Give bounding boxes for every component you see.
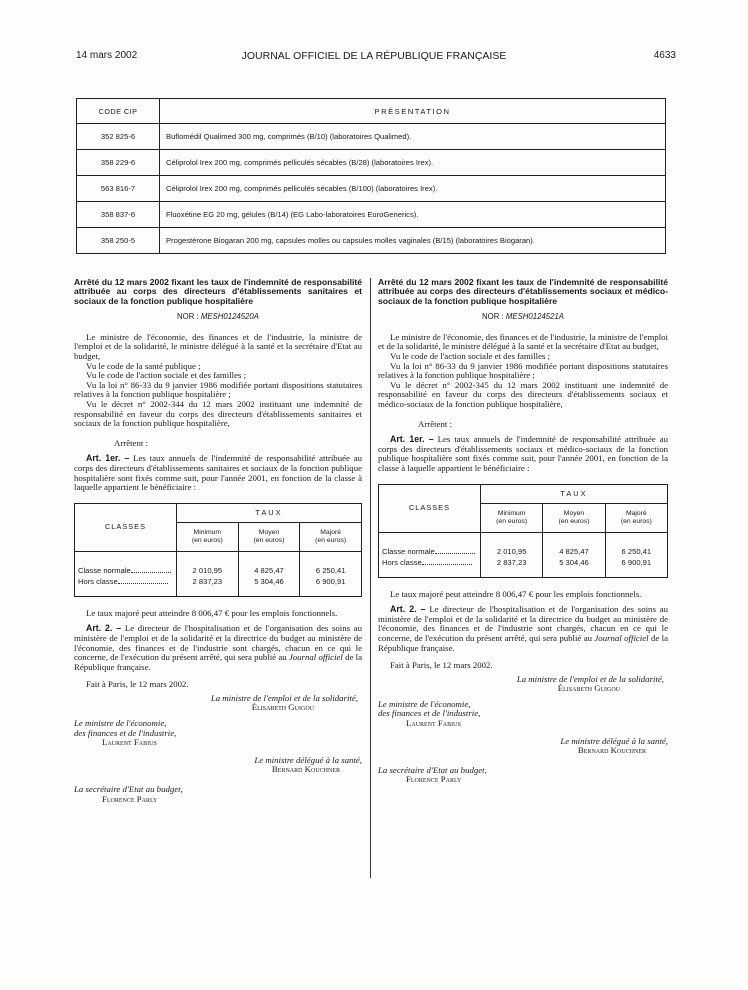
decree-title: Arrêté du 12 mars 2002 fixant les taux de l'indemnité de responsabilité attribuée au corps des directeurs d'établissements sociaux et médico-sociaux de la fonction publique hospitalière	[378, 277, 668, 306]
nor-label: NOR :	[177, 312, 199, 322]
signatory-role: Le ministre de l'économie,	[378, 698, 471, 709]
rates-col-classes: CLASSES	[75, 503, 177, 551]
rate-class-label: Classe normale	[75, 551, 177, 577]
article-2: Art. 2. – Le directeur de l'hospitalisation et de l'organisation des soins au ministère de l'emploi et de la solidarité et la directrice du budget au ministère de l'économie, des finances et de l'industrie sont chargés, chacun en ce qui le concerne, de l'exécution du présent arrêté, qui sera publié au Journal officiel de la République française.	[378, 604, 669, 653]
rate-maj: 6 250,41	[605, 532, 667, 558]
signatory-role: Le ministre délégué à la santé,	[254, 754, 362, 765]
rate-class-label: Classe normale	[379, 532, 481, 558]
rate-min: 2 837,23	[177, 577, 239, 597]
cip-table-header	[77, 99, 666, 124]
signature-block	[74, 719, 362, 748]
right-decree	[378, 278, 668, 785]
rate-maj: 6 250,41	[300, 551, 362, 577]
cip-presentation: Progestérone Biogaran 200 mg, capsules molles ou capsules molles vaginales (B/15) (laboratoires Biogaran).	[160, 228, 666, 254]
signatory-role: La secrétaire d'Etat au budget,	[74, 784, 183, 795]
signatory-name: Bernard Kouchner	[271, 764, 340, 775]
signatory-name: Florence Parly	[406, 774, 462, 785]
signatory-name: Laurent Fabius	[102, 737, 157, 748]
table-row	[379, 558, 668, 578]
cip-col-presentation: PRÉSENTATION	[160, 99, 666, 124]
visa-line: Vu le code de l'action sociale et des familles ;	[86, 370, 247, 381]
signature-block	[74, 756, 362, 775]
rate-class-label: Hors classe	[75, 577, 177, 597]
table-row	[77, 228, 666, 254]
cip-code: 352 825-6	[77, 124, 160, 150]
arretent: Arrêtent :	[114, 437, 148, 448]
signature-block	[378, 766, 668, 785]
note-paragraph: Le taux majoré peut atteindre 8 006,47 € pour les emplois fonctionnels.	[86, 607, 338, 618]
table-row	[77, 202, 666, 228]
header-journal-title: JOURNAL OFFICIEL DE LA RÉPUBLIQUE FRANÇAISE	[241, 50, 507, 62]
visa-line: Vu le code de la santé publique ;	[86, 360, 201, 371]
rates-col-moyen: Moyen (en euros)	[238, 522, 300, 551]
rate-moy: 4 825,47	[543, 532, 605, 558]
rate-maj: 6 900,91	[300, 577, 362, 597]
cip-code: 358 837-6	[77, 202, 160, 228]
nor-reference	[378, 312, 668, 322]
cip-presentation: Fluoxétine EG 20 mg, gélules (B/14) (EG Labo-laboratoires EuroGenerics).	[160, 202, 666, 228]
signatory-role: des finances et de l'industrie,	[74, 727, 177, 738]
article-text: Les taux annuels de l'indemnité de responsabilité attribuée au corps des directeurs d'établissements sanitaires et sociaux de la fonction publique hospitalière sont fixés comme suit, pour l'année 2001, en fonction de la classe à laquelle appartient le bénéficiaire :	[74, 453, 363, 493]
cip-presentation: Céliprolol Irex 200 mg, comprimés pelliculés sécables (B/28) (laboratoires Irex).	[160, 150, 666, 176]
cip-code: 358 250-5	[77, 228, 160, 254]
signatory-role: Le ministre de l'économie,	[74, 718, 167, 729]
visa-line: Vu le décret n° 2002-345 du 12 mars 2002 instituant une indemnité de responsabilité en faveur du corps des directeurs d'établissements sociaux et médico-sociaux de la fonction publique hospitalière,	[378, 379, 668, 409]
cip-presentation: Céliprolol Irex 200 mg, comprimés pelliculés sécables (B/100) (laboratoires Irex).	[160, 176, 666, 202]
signature-block	[378, 700, 668, 729]
header-page-number: 4633	[653, 50, 676, 61]
fait-a-paris: Fait à Paris, le 12 mars 2002.	[86, 679, 189, 690]
fait-a-paris: Fait à Paris, le 12 mars 2002.	[390, 660, 493, 671]
table-row	[77, 150, 666, 176]
header-date: 14 mars 2002	[76, 50, 138, 61]
signatory-name: Élisabeth Guigou	[251, 702, 314, 713]
rates-col-majore: Majoré (en euros)	[605, 503, 667, 532]
article-label: Art. 2. –	[390, 604, 426, 615]
left-decree	[74, 278, 362, 804]
rate-maj: 6 900,91	[605, 558, 667, 578]
rates-col-taux: TAUX	[481, 484, 668, 503]
article-1	[74, 454, 362, 492]
column-divider	[370, 278, 371, 878]
signatory-role: La ministre de l'emploi et de la solidarité,	[210, 692, 358, 703]
signatory-role: Le ministre délégué à la santé,	[560, 735, 668, 746]
table-row	[77, 124, 666, 150]
cip-code: 563 816-7	[77, 176, 160, 202]
article-2: Art. 2. – Le directeur de l'hospitalisation et de l'organisation des soins au ministère de l'emploi et de la solidarité et la directrice du budget au ministère de l'économie, des finances et de l'industrie sont chargés, chacun en ce qui le concerne, de l'exécution du présent arrêté, qui sera publié au Journal officiel de la République française.	[74, 623, 363, 672]
rate-min: 2 010,95	[481, 532, 543, 558]
rates-col-taux: TAUX	[177, 503, 362, 522]
rate-moy: 4 825,47	[238, 551, 300, 577]
article-text: Les taux annuels de l'indemnité de responsabilité attribuée au corps des directeurs d'établissements sociaux et médico-sociaux de la fonction publique hospitalière sont fixés comme suit, pour l'année 2001, en fonction de la classe à laquelle appartient le bénéficiaire :	[378, 434, 668, 473]
signature-block	[378, 675, 668, 694]
cip-code: 358 229-6	[77, 150, 160, 176]
nor-reference	[74, 312, 362, 322]
rates-table	[378, 484, 668, 578]
signatory-role: La secrétaire d'Etat au budget,	[378, 764, 487, 775]
rate-min: 2 010,95	[177, 551, 239, 577]
rate-class-label: Hors classe	[379, 558, 481, 578]
signature-block	[378, 737, 668, 756]
signatory-name: Florence Parly	[102, 793, 158, 804]
intro-paragraph: Le ministre de l'économie, des finances et de l'industrie, la ministre de l'emploi et de la solidarité, le ministre délégué à la santé et la secrétaire d'Etat au budget,	[74, 331, 362, 361]
table-row	[77, 176, 666, 202]
article-label: Art. 2. –	[86, 623, 122, 634]
signatory-role: La ministre de l'emploi et de la solidarité,	[516, 673, 664, 684]
article-1	[378, 435, 668, 473]
visa-line: Vu le décret n° 2002-344 du 12 mars 2002 instituant une indemnité de responsabilité en faveur du corps des directeurs d'établissements sanitaires et sociaux de la fonction publique hospitalière,	[74, 398, 362, 429]
rates-col-minimum: Minimum (en euros)	[481, 503, 543, 532]
signatory-role: des finances et de l'industrie,	[378, 708, 481, 719]
article-label: Art. 1er. –	[86, 453, 130, 464]
table-row	[379, 532, 668, 558]
decree-title: Arrêté du 12 mars 2002 fixant les taux de l'indemnité de responsabilité attribuée au corps des directeurs d'établissements sanitaires et sociaux de la fonction publique hospitalière	[74, 277, 362, 306]
rates-col-majore: Majoré (en euros)	[300, 522, 362, 551]
note-paragraph: Le taux majoré peut atteindre 8 006,47 € pour les emplois fonctionnels.	[390, 588, 642, 599]
rate-min: 2 837,23	[481, 558, 543, 578]
cip-col-code: CODE CIP	[77, 99, 160, 124]
signatory-name: Élisabeth Guigou	[557, 683, 620, 694]
article-label: Art. 1er. –	[390, 434, 434, 445]
table-row	[75, 551, 362, 577]
rate-moy: 5 304,46	[238, 577, 300, 597]
signature-block	[74, 785, 362, 804]
nor-code: MESH0124521A	[505, 312, 564, 322]
arretent: Arrêtent :	[418, 418, 452, 429]
nor-code: MESH0124520A	[200, 312, 259, 322]
rates-col-moyen: Moyen (en euros)	[543, 503, 605, 532]
cip-table	[76, 98, 666, 254]
rates-col-classes: CLASSES	[379, 484, 481, 532]
signatory-name: Bernard Kouchner	[577, 745, 646, 756]
signatory-name: Laurent Fabius	[406, 718, 461, 729]
signature-block	[74, 694, 362, 713]
rates-table	[74, 503, 362, 597]
nor-label: NOR :	[482, 312, 504, 322]
table-row	[75, 577, 362, 597]
visa-line: Vu la loi n° 86-33 du 9 janvier 1986 modifiée portant dispositions statutaires relatives à la fonction publique hospitalière ;	[378, 360, 668, 381]
intro-paragraph: Le ministre de l'économie, des finances et de l'industrie, la ministre de l'emploi et de la solidarité, le ministre délégué à la santé et la secrétaire d'Etat au budget,	[378, 331, 668, 352]
visa-line: Vu la loi n° 86-33 du 9 janvier 1986 modifiée portant dispositions statutaires relatives à la fonction publique hospitalière ;	[74, 379, 362, 400]
visa-line: Vu le code de l'action sociale et des familles ;	[390, 351, 551, 361]
cip-presentation: Buflomédil Qualimed 300 mg, comprimés (B/10) (laboratoires Qualimed).	[160, 124, 666, 150]
rates-col-minimum: Minimum (en euros)	[177, 522, 239, 551]
rate-moy: 5 304,46	[543, 558, 605, 578]
